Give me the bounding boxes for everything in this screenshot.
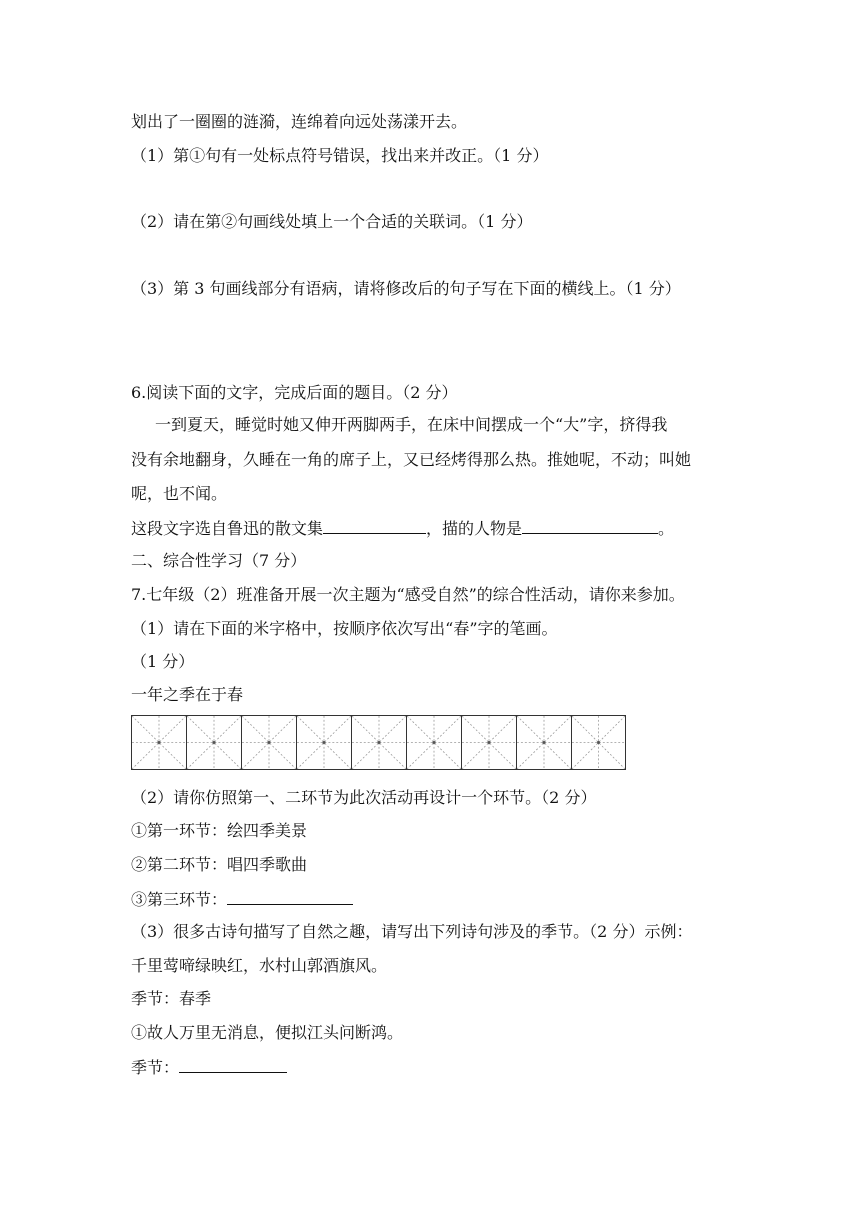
grid-cell[interactable]	[186, 715, 241, 770]
example-poem: 千里莺啼绿映红，水村山郭酒旗风。	[131, 956, 388, 975]
question-5-2: （2）请在第②句画线处填上一个合适的关联词。（1 分）	[131, 212, 533, 231]
passage-line-1: 一到夏天，睡觉时她又伸开两脚两手，在床中间摆成一个“大”字，挤得我	[155, 415, 668, 434]
answer-text-b: ，描的人物是	[426, 519, 523, 538]
grid-cell[interactable]	[131, 715, 186, 770]
segment-3	[131, 888, 353, 911]
segment-1: ①第一环节：绘四季美景	[131, 821, 308, 840]
grid-cell[interactable]	[241, 715, 296, 770]
phrase-spring: 一年之季在于春	[131, 685, 244, 704]
question-5-3: （3）第 3 句画线部分有语病，请将修改后的句子写在下面的横线上。（1 分）	[131, 279, 681, 298]
section-2-heading: 二、综合性学习（7 分）	[131, 551, 307, 570]
blank-season[interactable]	[179, 1056, 287, 1073]
segment-2: ②第二环节：唱四季歌曲	[131, 855, 308, 874]
question-7-1: （1）请在下面的米字格中，按顺序依次写出“春”字的笔画。	[131, 619, 558, 638]
blank-person[interactable]	[522, 517, 658, 534]
segment-3-label: ③第三环节：	[131, 890, 228, 909]
poem-1: ①故人万里无消息，便拟江头问断鸿。	[131, 1023, 404, 1042]
grid-cell[interactable]	[461, 715, 516, 770]
question-5-1: （1）第①句有一处标点符号错误，找出来并改正。（1 分）	[131, 146, 549, 165]
grid-cell[interactable]	[516, 715, 571, 770]
answer-text-a: 这段文字选自鲁迅的散文集	[131, 519, 324, 538]
question-6-title: 6.阅读下面的文字，完成后面的题目。（2 分）	[131, 383, 458, 402]
blank-collection[interactable]	[323, 517, 426, 534]
season-label: 季节：	[131, 1058, 180, 1077]
blank-segment-3[interactable]	[227, 888, 353, 905]
grid-cell[interactable]	[296, 715, 351, 770]
line-ripple: 划出了一圈圈的涟漪，连绵着向远处荡漾开去。	[131, 112, 468, 131]
grid-cell[interactable]	[406, 715, 461, 770]
grid-cell[interactable]	[351, 715, 406, 770]
question-7-3: （3）很多古诗句描写了自然之趣，请写出下列诗句涉及的季节。（2 分）示例：	[131, 922, 693, 941]
passage-line-3: 呢，也不闻。	[131, 484, 228, 503]
question-7-2: （2）请你仿照第一、二环节为此次活动再设计一个环节。（2 分）	[131, 788, 597, 807]
question-7-title: 7.七年级（2）班准备开展一次主题为“感受自然”的综合性活动，请你来参加。	[131, 585, 685, 604]
grid-cell[interactable]	[571, 715, 626, 770]
question-7-1-score: （1 分）	[131, 652, 195, 671]
answer-text-c: 。	[658, 519, 675, 538]
season-answer	[131, 1056, 287, 1079]
passage-line-2: 没有余地翻身，久睡在一角的席子上，又已经烤得那么热。推她呢，不动；叫她	[131, 450, 692, 469]
question-6-answer	[131, 517, 674, 540]
example-season: 季节：春季	[131, 989, 212, 1008]
mi-character-grid	[131, 715, 626, 770]
